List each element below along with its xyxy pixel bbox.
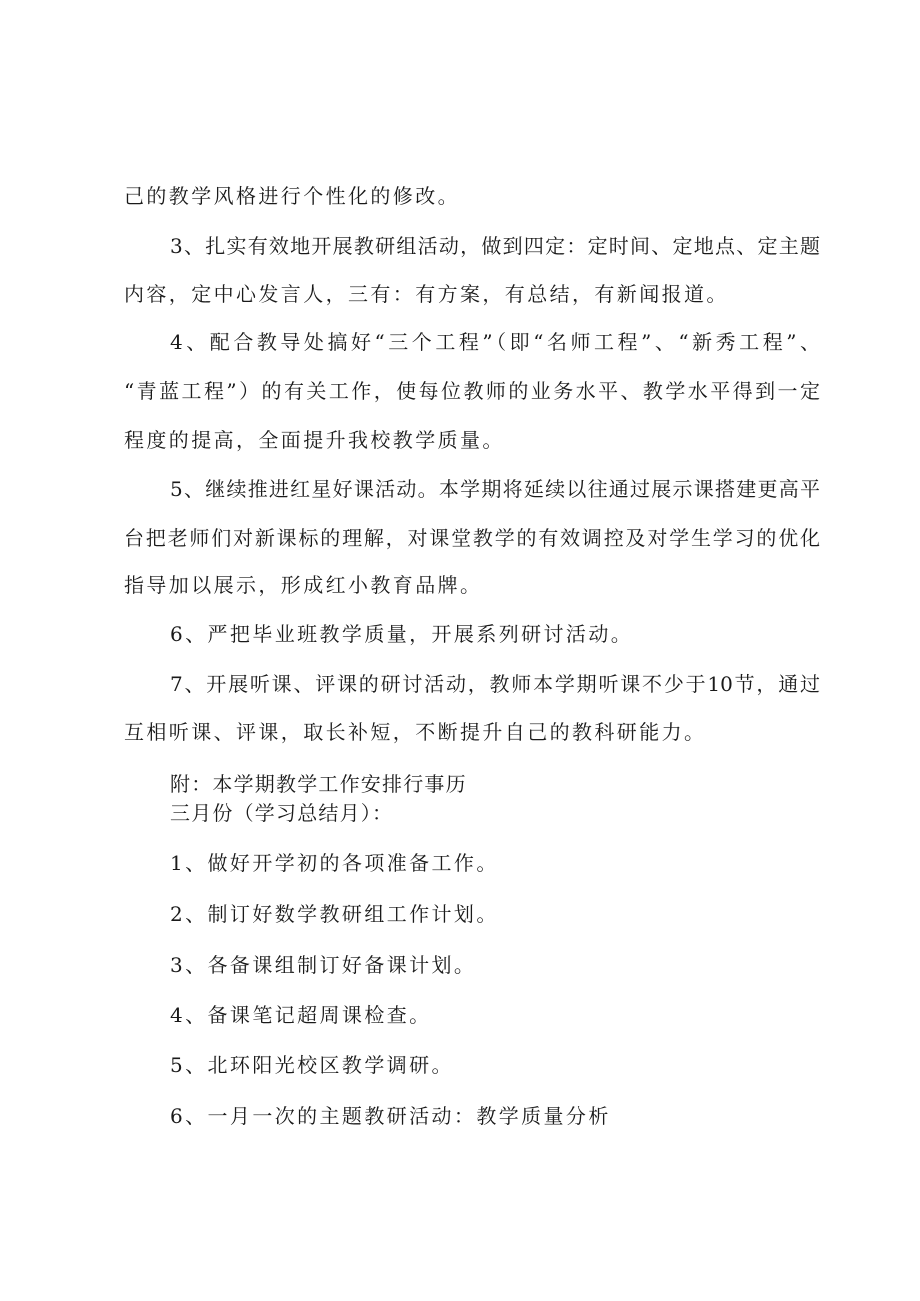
- text-line: 台把老师们对新课标的理解，对课堂教学的有效调控及对学生学习的优化: [124, 526, 820, 550]
- text-line: 4、配合教导处搞好“三个工程”（即“名师工程”、“新秀工程”、: [170, 330, 820, 354]
- month-heading: 三月份（学习总结月）：: [170, 801, 394, 825]
- text-line: 5、继续推进红星好课活动。本学期将延续以往通过展示课搭建更高平: [170, 477, 820, 501]
- list-item: 1、做好开学初的各项准备工作。: [170, 851, 499, 875]
- list-item: 6、一月一次的主题教研活动：教学质量分析: [170, 1104, 611, 1128]
- text-line: 指导加以展示，形成红小教育品牌。: [124, 573, 483, 597]
- list-item: 4、备课笔记超周课检查。: [170, 1003, 432, 1027]
- list-item: 2、制订好数学教研组工作计划。: [170, 902, 499, 926]
- text-line: 7、开展听课、评课的研讨活动，教师本学期听课不少于10节，通过: [170, 672, 820, 696]
- text-line: 己的教学风格进行个性化的修改。: [124, 184, 460, 208]
- list-item: 3、各备课组制订好备课计划。: [170, 953, 477, 977]
- text-line: 互相听课、评课，取长补短，不断提升自己的教科研能力。: [124, 720, 707, 744]
- appendix-title: 附：本学期教学工作安排行事历: [170, 772, 467, 796]
- text-line: 3、扎实有效地开展教研组活动，做到四定：定时间、定地点、定主题: [170, 234, 820, 258]
- list-item: 5、北环阳光校区教学调研。: [170, 1053, 454, 1077]
- text-line: 6、严把毕业班教学质量，开展系列研讨活动。: [170, 622, 634, 646]
- text-line: 内容，定中心发言人，三有：有方案，有总结，有新闻报道。: [124, 282, 729, 306]
- text-line: “青蓝工程”）的有关工作，使每位教师的业务水平、教学水平得到一定: [124, 379, 820, 403]
- text-line: 程度的提高，全面提升我校教学质量。: [124, 428, 505, 452]
